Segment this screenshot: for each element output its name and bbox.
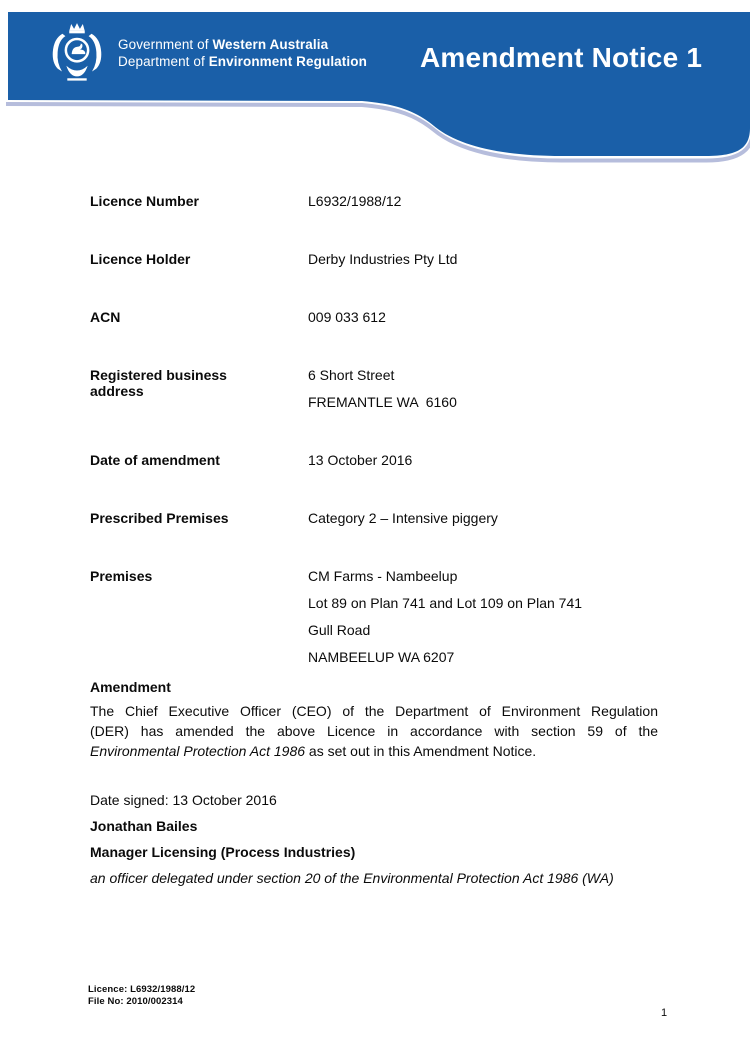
field-row [90, 309, 658, 325]
field-label: Licence Number [90, 193, 199, 209]
field-value [308, 452, 658, 468]
signatory-title: Manager Licensing (Process Industries) [90, 844, 356, 860]
field-label: Licence Holder [90, 251, 191, 267]
agency-identity [118, 36, 367, 70]
header-banner [0, 0, 750, 170]
department-name: Environment Regulation [208, 54, 367, 69]
field-label: Premises [90, 568, 153, 584]
field-row [90, 367, 658, 410]
government-prefix: Government of [118, 37, 213, 52]
field-label: ACN [90, 309, 121, 325]
field-row [90, 510, 658, 526]
field-row [90, 568, 658, 665]
date-signed: Date signed: 13 October 2016 [90, 792, 277, 808]
amendment-paragraph [90, 701, 658, 761]
fields [90, 193, 658, 665]
wa-coat-of-arms-icon [46, 20, 108, 92]
amendment-line-1: The Chief Executive Officer (CEO) of the Department of Environment Regulation [90, 703, 658, 719]
field-value [308, 510, 658, 526]
field-row [90, 452, 658, 468]
field-value [308, 193, 658, 209]
footer-file-line: File No: 2010/002314 [88, 996, 183, 1007]
department-line [118, 53, 367, 70]
field-row [90, 251, 658, 267]
field-label: Registered business address [90, 367, 227, 399]
field-value [308, 367, 658, 410]
government-name: Western Australia [212, 37, 329, 52]
field-value-line: NAMBEELUP WA 6207 [308, 649, 455, 665]
field-row [90, 193, 658, 209]
act-title-italic: Environmental Protection Act 1986 [90, 743, 306, 759]
document-footer [88, 984, 195, 1008]
field-value-line: Category 2 – Intensive piggery [308, 510, 498, 526]
signature-block [90, 792, 658, 887]
signatory-name: Jonathan Bailes [90, 818, 198, 834]
field-value-line: 13 October 2016 [308, 452, 413, 468]
department-prefix: Department of [118, 54, 209, 69]
field-value-line: 6 Short Street [308, 367, 395, 383]
banner-blue-shape [8, 12, 750, 156]
field-value-line: FREMANTLE WA 6160 [308, 394, 457, 410]
amendment-line-3 [90, 741, 658, 761]
field-value-line: CM Farms - Nambeelup [308, 568, 458, 584]
amendment-line-3-rest: as set out in this Amendment Notice. [305, 743, 537, 759]
field-value [308, 568, 658, 665]
field-value-line: Derby Industries Pty Ltd [308, 251, 458, 267]
page-number: 1 [661, 1007, 668, 1019]
field-label: Date of amendment [90, 452, 220, 468]
page-title: Amendment Notice 1 [420, 42, 703, 73]
document-body [90, 193, 658, 896]
field-value-line: L6932/1988/12 [308, 193, 402, 209]
footer-licence-line: Licence: L6932/1988/12 [88, 984, 196, 995]
field-value-line: Gull Road [308, 622, 371, 638]
field-value-line: 009 033 612 [308, 309, 386, 325]
amendment-heading: Amendment [90, 679, 171, 695]
field-value [308, 251, 658, 267]
amendment-line-2: (DER) has amended the above Licence in accordance with section 59 of the [90, 723, 658, 739]
government-line [118, 36, 367, 53]
field-label: Prescribed Premises [90, 510, 229, 526]
field-value-line: Lot 89 on Plan 741 and Lot 109 on Plan 741 [308, 595, 583, 611]
field-value [308, 309, 658, 325]
delegation-note: an officer delegated under section 20 of the Environmental Protection Act 1986 (WA) [90, 870, 614, 886]
